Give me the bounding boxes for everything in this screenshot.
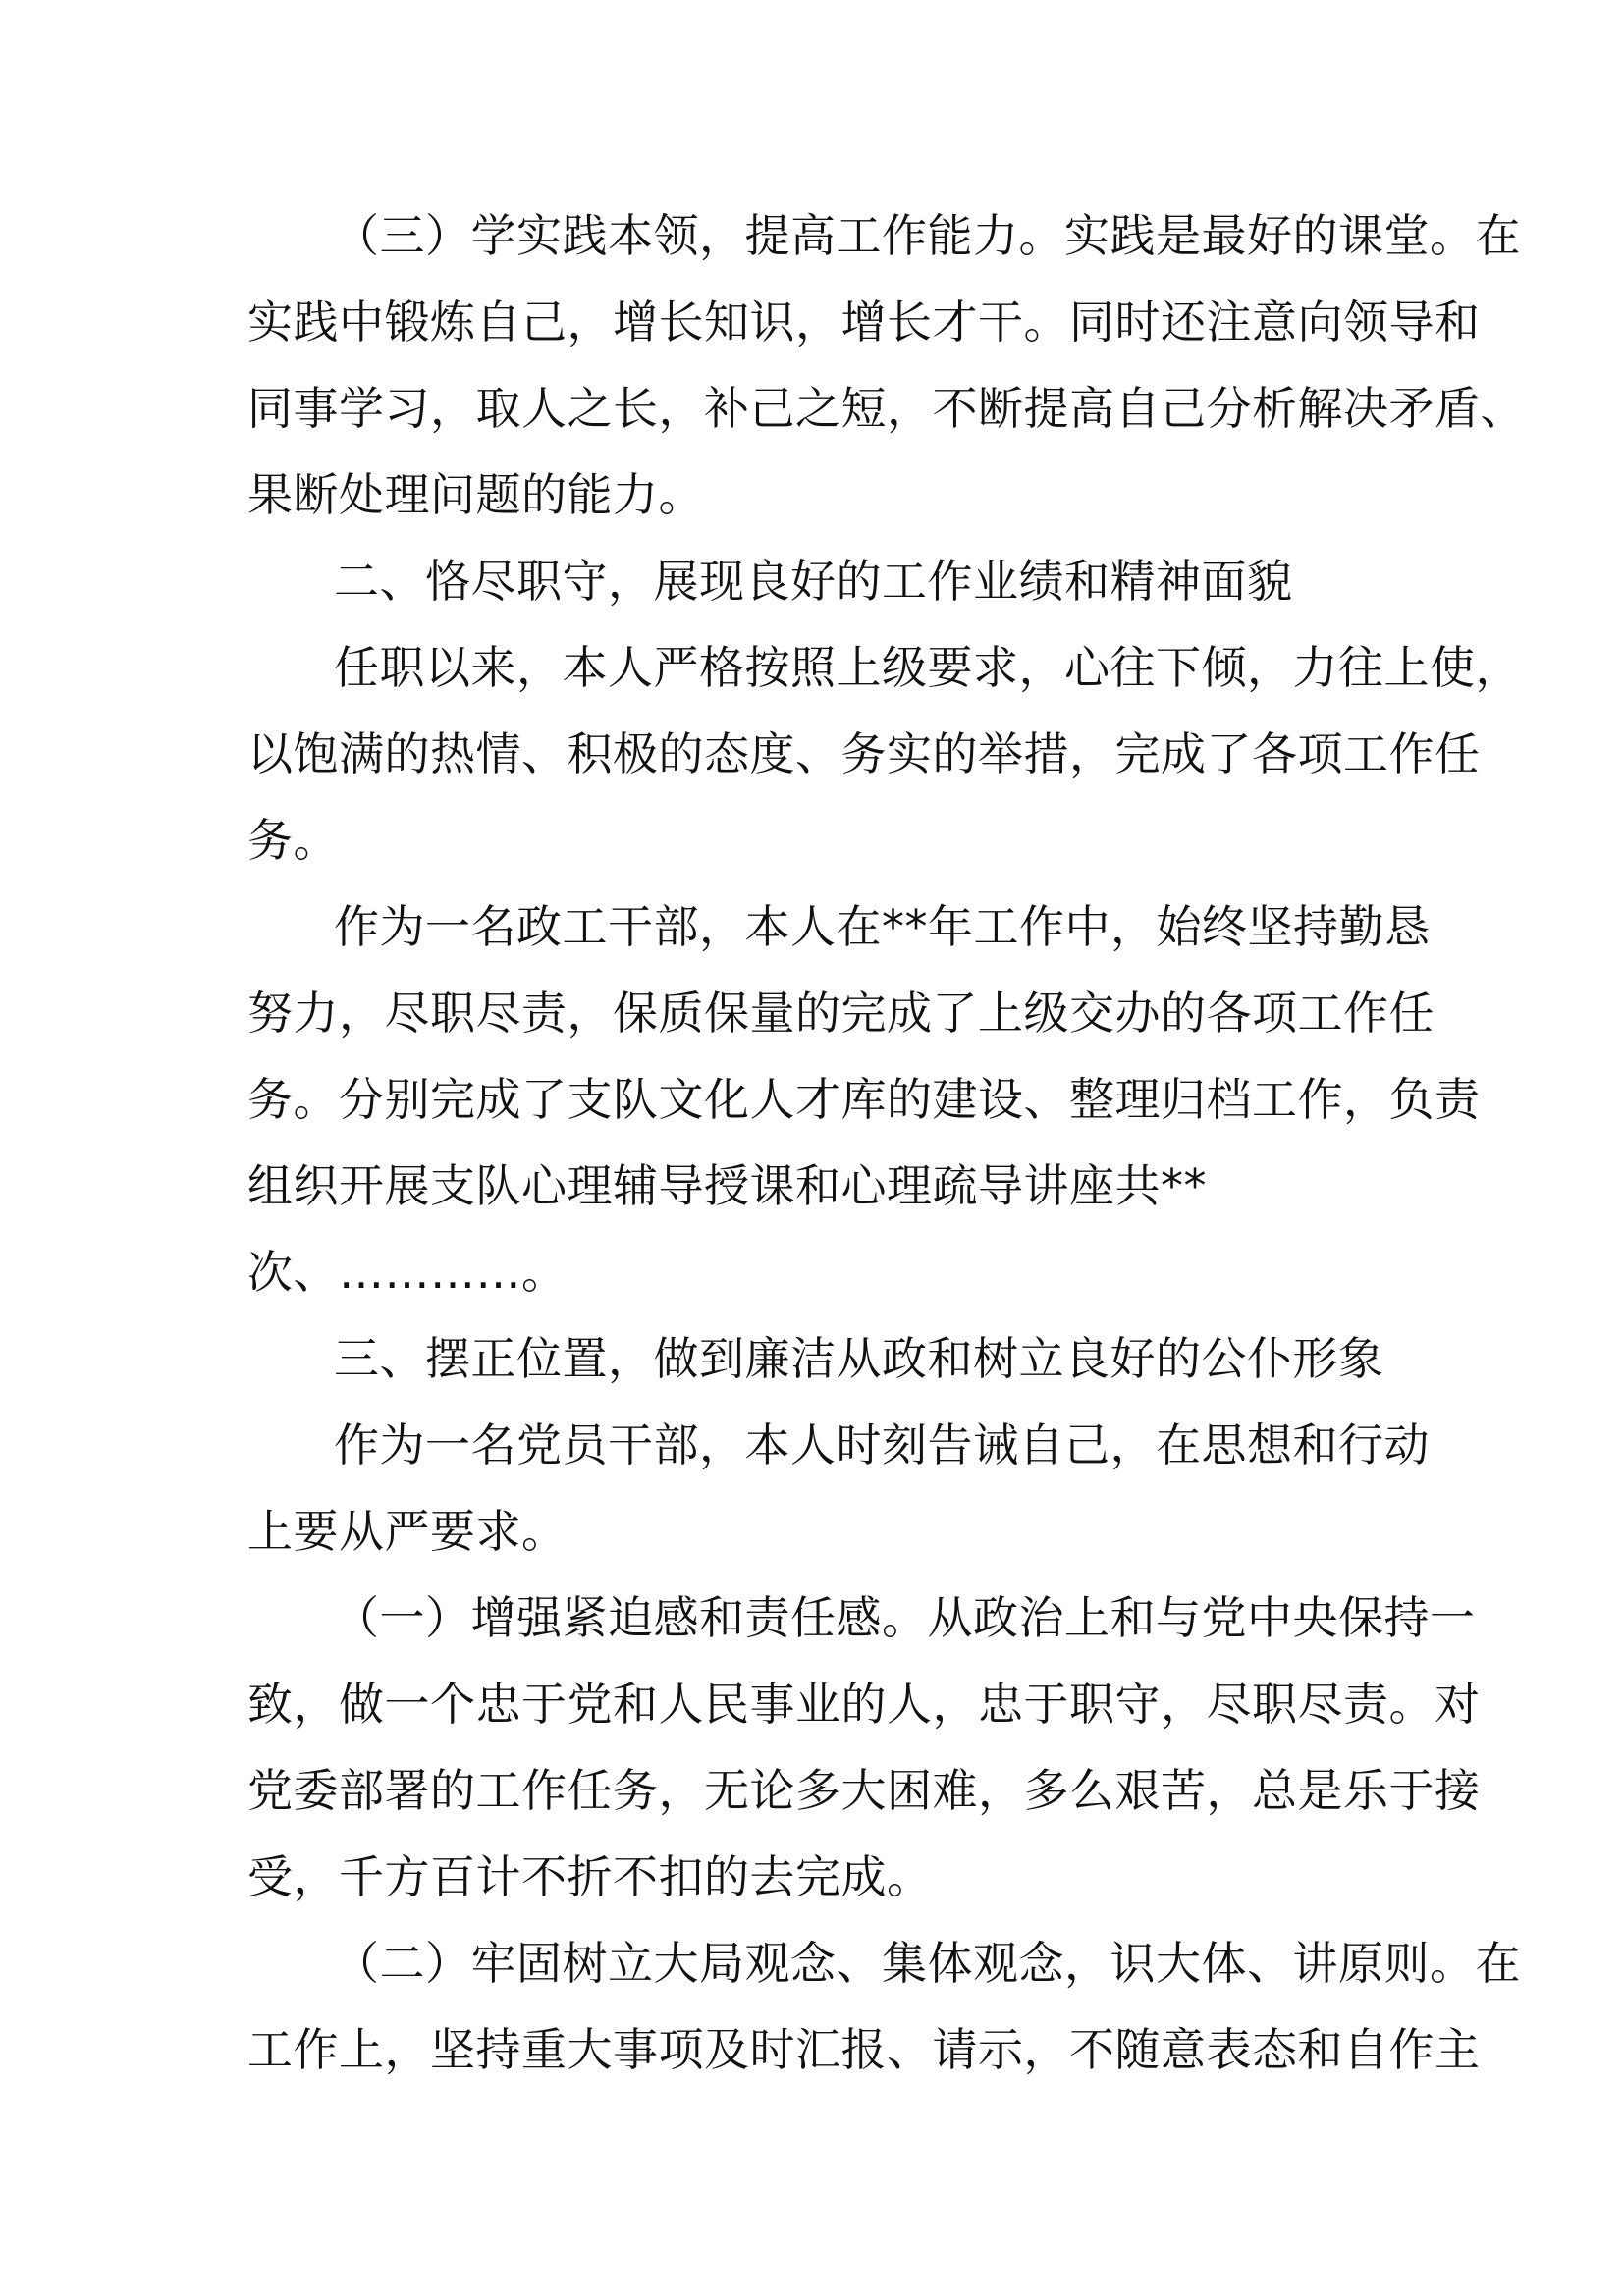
text-line: 任职以来，本人严格按照上级要求，心往下倾，力往上使， xyxy=(334,641,1521,694)
text-line: 组织开展支队心理辅导授课和心理疏导讲座共** xyxy=(247,1159,1207,1212)
text-line: （一）增强紧迫感和责任感。从政治上和与党中央保持一 xyxy=(334,1591,1476,1644)
text-line: 上要从严要求。 xyxy=(247,1505,568,1558)
text-line: 务。分别完成了支队文化人才库的建设、整理归档工作，负责 xyxy=(247,1073,1481,1126)
text-line: （三）学实践本领，提高工作能力。实践是最好的课堂。在 xyxy=(334,209,1521,262)
text-line: （二）牢固树立大局观念、集体观念，识大体、讲原则。在 xyxy=(334,1937,1521,1990)
text-line: 受，千方百计不折不扣的去完成。 xyxy=(247,1850,933,1903)
text-line: 努力，尽职尽责，保质保量的完成了上级交办的各项工作任 xyxy=(247,987,1435,1040)
text-line: 作为一名党员干部，本人时刻告诫自己，在思想和行动 xyxy=(334,1418,1430,1471)
text-line: 以饱满的热情、积极的态度、务实的举措，完成了各项工作任 xyxy=(247,727,1481,780)
text-line: 工作上，坚持重大事项及时汇报、请示，不随意表态和自作主 xyxy=(247,2023,1481,2076)
section-heading: 二、恪尽职守，展现良好的工作业绩和精神面貌 xyxy=(334,555,1293,608)
text-line: 务。 xyxy=(247,814,339,867)
section-heading: 三、摆正位置，做到廉洁从政和树立良好的公仆形象 xyxy=(334,1332,1384,1385)
text-line: 实践中锻炼自己，增长知识，增长才干。同时还注意向领导和 xyxy=(247,295,1481,348)
text-line: 致，做一个忠于党和人民事业的人，忠于职守，尽职尽责。对 xyxy=(247,1678,1481,1731)
text-line: 作为一名政工干部，本人在**年工作中，始终坚持勤恳 xyxy=(334,900,1431,953)
text-line: 次、…………。 xyxy=(247,1246,568,1299)
text-line: 果断处理问题的能力。 xyxy=(247,468,704,521)
text-line: 同事学习，取人之长，补己之短，不断提高自己分析解决矛盾、 xyxy=(247,382,1526,435)
text-line: 党委部署的工作任务，无论多大困难，多么艰苦，总是乐于接 xyxy=(247,1764,1481,1817)
